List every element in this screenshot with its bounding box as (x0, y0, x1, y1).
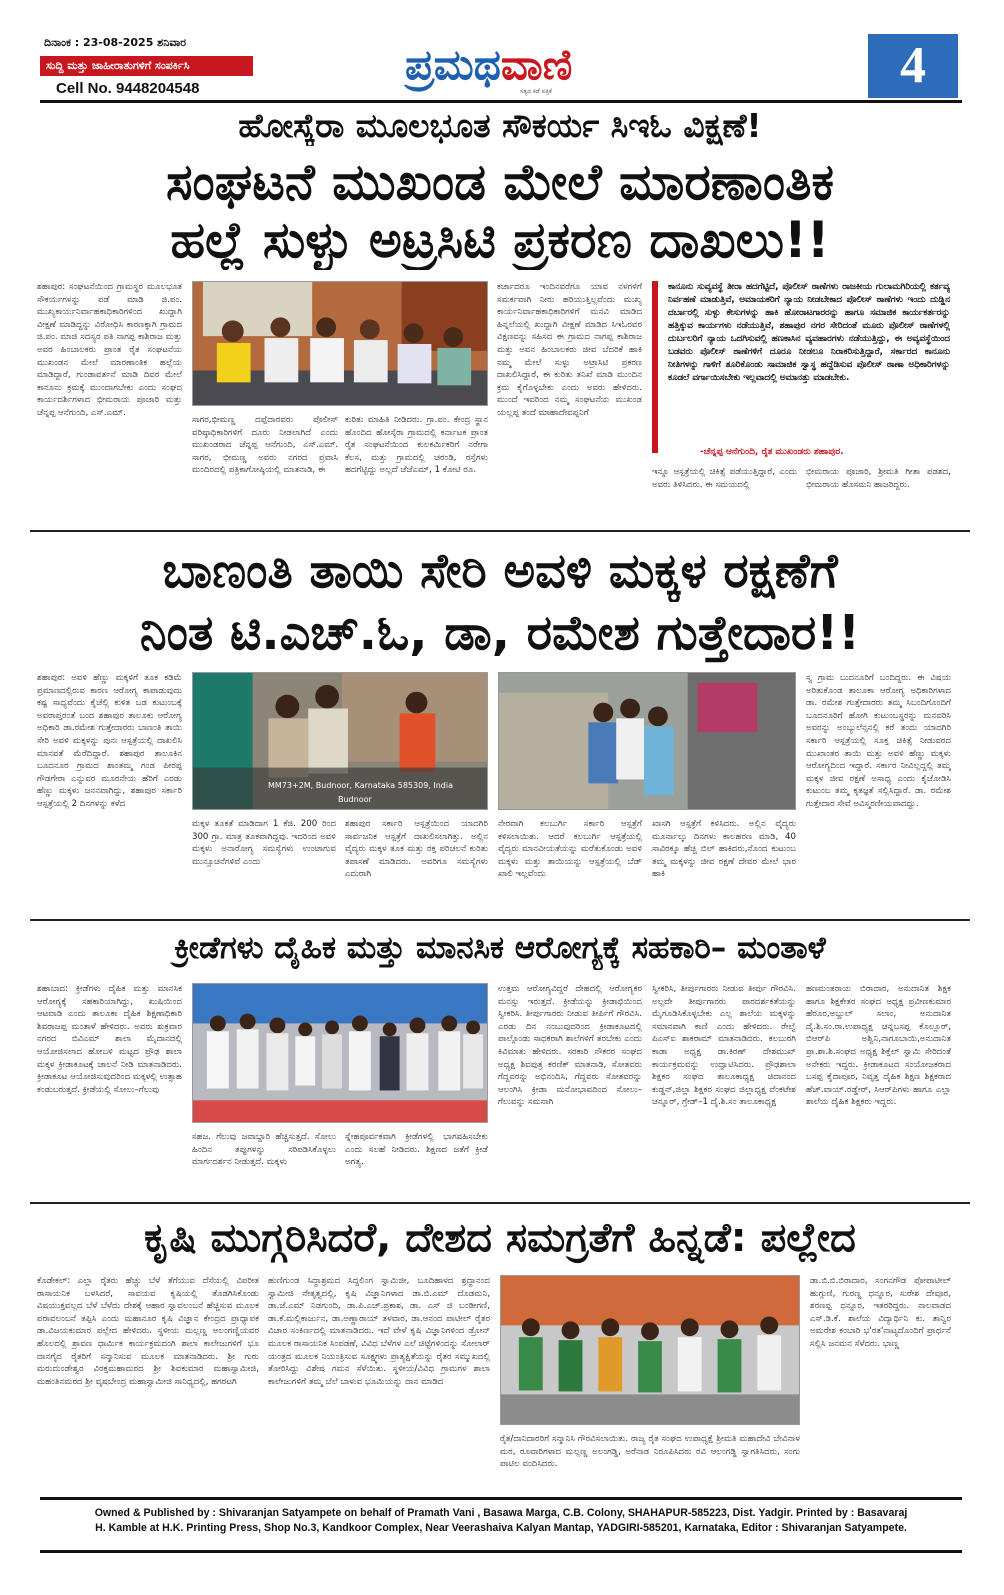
story1-headline-line2: ಹಲ್ಲೆ ಸುಳ್ಳು ಅಟ್ರಸಿಟಿ ಪ್ರಕರಣ ದಾಖಲು!! (170, 211, 830, 269)
story2-column-3: ಶಹಾಪುರ ಸರ್ಕಾರಿ ಆಸ್ಪತ್ರೆಯಿಂದ ಯಾದಗಿರಿ ಸಾರ್ವಜನಿಕ ಆಸ್ಪತ್ರೆಗೆ ದಾಖಲಿಸಲಾಗಿತ್ತು. ಅಲ್ಲಿನ ವೈದ್ಯರು ಮಕ್ಕಳ ತೂಕ ಮತ್ತು ರಕ್ತ ಪರಿಚಲನೆ ಕುರಿತು ತಪಾಸಣೆ ಮಾಡಿದರು. ಅವರಿಗೂ ಸಮಸ್ಯೆಗಳು ಎದುರಾಗಿ (345, 819, 488, 880)
story1-kicker: ಹೋಸ್ಕೆರಾ ಮೂಲಭೂತ ಸೌಕರ್ಯ ಸಿಇಓ ವಿಕ್ಷಣೆ! (238, 106, 762, 145)
section-rule-1 (30, 530, 970, 532)
page-number: 4 (868, 34, 958, 98)
story1-column-2: ಸಾಗರ,ಭೀಮಣ್ಣ ದಪ್ಪೆದಾರವರು ಪೊಲೀಸ್ ವರಿಷ್ಠಾಧಿಕಾರಿಗಳಿಗೆ ದೂರು ನೀಡಲಾಗಿದೆ ಎಂದು ಮುಖಂಡರಾದ ಚೆನ್ನಪ್ಪ ಆನೆಗುಂದಿ, ಎಸ್.ಎಮ್. ಸಾಗರ, ಭೀಮಣ್ಣ ಅವರು ನಗರದ ಪ್ರವಾಸಿ ಮಂದಿರದಲ್ಲಿ ಪತ್ರಿಕಾಗೋಷ್ಠಿಯಲ್ಲಿ ಮಾತನಾಡಿ, ಈ (192, 415, 338, 476)
logo-part-2: ವಾಣಿ (500, 40, 573, 89)
story3-sports-meet-photo (192, 983, 488, 1123)
story3-column-1: ಶಹಾಬಾದ: ಕ್ರೀಡೆಗಳು ದೈಹಿಕ ಮತ್ತು ಮಾನಸಿಕ ಆರೋಗ್ಯಕ್ಕೆ ಸಹಕಾರಿಯಾಗಿದ್ದು, ಖುಷಿಯಿಂದ ಆಟವಾಡಿ ಎಂದು ತಾಲೂಕಾ ದೈಹಿಕ ಶಿಕ್ಷಣಾಧಿಕಾರಿ ಶಿವರಾಜಪ್ಪ ಮಂತಾಳೆ ಹೇಳಿದರು. ಅವರು ಶುಕ್ರವಾರ ನಗರದ ಬಿವಿಎಮ್ ಶಾಲಾ ಮೈದಾನದಲ್ಲಿ ಆಯೋಜಿಸಲಾದ ಹೋಬಳಿ ಮಟ್ಟದ ಪ್ರೌಢ ಶಾಲಾ ಮಕ್ಕಳ ಕ್ರೀಡಾಕೂಟಕ್ಕೆ ಚಾಲನೆ ನೀಡಿ ಮಾತನಾಡಿದರು. ಕ್ರೀಡಾಕೂಟ ಆಯೋಜಿಸುವುದರಿಂದ ಮಕ್ಕಳಲ್ಲಿ ಉತ್ಸಾಹ ಕಂಡುಬರುತ್ತದೆ. ಕ್ರೀಡೆಯಲ್ಲಿ ಸೋಲು–ಗೆಲುವು (37, 984, 182, 1095)
story2-hospital-photo (192, 672, 488, 810)
story4-column-2: ಹುಣಿಗುಂಡ ಸಿದ್ಧಾಶ್ರಮದ ಸಿದ್ದಲಿಂಗ ಸ್ವಾಮಿಜೀ, ಬೂದಿಹಾಳದ ಶ್ರದ್ಧಾನಂದ ಸ್ವಾಮೀಜಿ ನೇತೃತ್ವದಲ್ಲಿ, ಕೃಷಿ ವಿಜ್ಞಾನಿಗಳಾದ ಡಾ.ಬಿ.ಎಮ್ ದೊಡಮನಿ, ಡಾ.ಜೆ.ಎಮ್ ನಿಡಗುಂದಿ, ಡಾ.ಪಿ.ಎಚ್.ಪ್ರಕಾಶ, ಡಾ. ಎಸ್ ಜಿ ಬಂಡೀಗಣಿ, ಡಾ.ಕೆ.ಮಲ್ಲಿಕಾರ್ಜುನ, ಡಾ.ಅಣ್ಣಾರಾಯ್ ತಳವಾರ, ಡಾ.ಆನಂದ ಪಾಟೀಲ್ ರೈತರ ವಿಚಾರ ಸಂಕಿರ್ಣದಲ್ಲಿ ಮಾತನಾಡಿದರು. ಇದೆ ವೇಳೆ ಕೃಷಿ ವಿಜ್ಞಾನಿಗಳಿಂದ ಡ್ರೋನ್ ಮೂಲಕ ರಾಸಾಯನಿಕ ಸಿಂಪಡಣೆ, ವಿವಿಧ ಬೆಳೆಗಳ ಎಲೆ ಚಿಟ್ಟೆಗಳಿಂದನ್ನು ಸೋಲಾರ್ ಯಂತ್ರದ ಮೂಲಕ ನಿಯಂತ್ರಿಸುವ ಸೂಕ್ಷ್ಮಗಳು ಪ್ರಾತ್ಯಕ್ಷಿತೆಯನ್ನು ರೈತರ ಸಮ್ಮುಖದಲ್ಲಿ ತೋರಿಸಿದ್ದು ವಿಶೇಷ ಗಮನ ಸೆಳೆಯಿತು. ಸ್ಥಳೀಯ/ವಿವಿಧ ಗ್ರಾಮಗಳ ಶಾಲಾ ಕಾಲೇಜುಗಳಿಗೆ ತಮ್ಮ ಬೆಲೆ ಬಾಳುವ ಭೂಮಿಯನ್ನು ದಾನ ಮಾಡಿದ (268, 1276, 490, 1387)
contact-strip: ಸುದ್ದಿ ಮತ್ತು ಜಾಹೀರಾತುಗಳಿಗೆ ಸಂಪರ್ಕಿಸಿ (40, 56, 253, 76)
story4-felicitation-photo (500, 1275, 800, 1425)
story2-column-5: ಖಾಸಗಿ ಆಸ್ಪತ್ರೆಗೆ ಕಳಿಸಿದರು. ಅಲ್ಲಿನ ವೈದ್ಯರು ಮೂರ್ನಾಲ್ಕು ದಿನಗಳು ಕಾಲಹರಣ ಮಾಡಿ, 40 ಸಾವಿರಕ್ಕೂ ಹೆಚ್ಚಿ ಬಿಲ್ ಹಾಕಿದರು,ನೊಂದ ಕುಟುಂಬ ತಮ್ಮ ಮಕ್ಕಳನ್ನು ಜೀವ ರಕ್ಷಣೆ ದೇವರ ಮೇಲೆ ಭಾರ ಹಾಕಿ (652, 819, 796, 880)
story1-column-3: ಕುರಿತು ಮಾಹಿತಿ ನೀಡಿದರು. ಗ್ರಾ.ಪಂ. ಕೇಂದ್ರ ಸ್ಥಾನ ಹೊಂದಿದ ಹೋಸ್ಕೆರಾ ಗ್ರಾಮದಲ್ಲಿ ಕರ್ನಾಟಕ ಪ್ರಾಂತ ರೈತ ಸಂಘಟನೆಯಿಂದ ಕುಲಕರ್ಮಿಕರಿಗೆ ನರೇಗಾ ಕೆಲಸ, ಮತ್ತು ಗ್ರಾಮದಲ್ಲಿ ಚರಂಡಿ, ರಸ್ತೆಗಳು ಹದಗೆಟ್ಟಿದ್ದು ಅಲ್ಲದೆ ಜೆಜೆಎಮ್, 1 ಕೋಟಿ ರೂ. (345, 415, 488, 476)
story2-column-6: ಸ್ವ ಗ್ರಾಮ ಬುದನೂರಿಗೆ ಬಂದಿದ್ದರು. ಈ ವಿಷಯ ಅರಿತುಕೊಂಡ ತಾಲೂಕಾ ಆರೋಗ್ಯ ಅಧಿಕಾರಿಗಳಾದ ಡಾ. ರಮೇಶ ಗುತ್ತೇದಾರರು ತಮ್ಮ ಸಿಬಂದಿಗೊಂದಿಗೆ ಬೂದನೂರಿಗೆ ಹೋಗಿ ಕುಟುಂಬಸ್ಥರನ್ನು ಮನವರಿಸಿ ಅವರನ್ನು ಅಂಬ್ಯುಲೆನ್ಸನಲ್ಲಿ ಕರೆ ತಂದು ಯಾದಗಿರಿ ಸರ್ಕಾರಿ ಆಸ್ಪತ್ರೆಯಲ್ಲಿ ಸೂಕ್ತ ಚಿಕಿತ್ಸೆ ನೀಡುವರದ ಮುಖಾಂತರ ತಾಯಿ ಮತ್ತು ಅವಳಿ ಹೆಣ್ಣು ಮಕ್ಕಳು ಆರೋಗ್ಯದಿಂದ ಇದ್ದಾರೆ. ಸರ್ಕಾರ ನೀವಿಲ್ಲದ್ದಲ್ಲಿ ತಮ್ಮ ಮಕ್ಕಳ ಜೀವ ರಕ್ಷಣೆ ಅಸಾಧ್ಯ ಎಂದು ಕೈಜೋಡಿಸಿ ಕುಟುಂಬ ತಮ್ಮ ಕೃತಜ್ಞತೆ ಸಲ್ಲಿಸಿದ್ದಾರೆ. ಡಾ. ರಮೇಶ ಗುತ್ತೇದಾರ ಸೇವೆ ಅವಿಸ್ಮರಣೀಯವಾದದ್ದು. (806, 673, 951, 809)
masthead-rule (40, 100, 962, 103)
story3-column-4: ಉತ್ತಮ ಆರೋಗ್ಯವಿದ್ದರೆ ದೇಹದಲ್ಲಿ ಆರೋಗ್ಯಕರ ಮನಸ್ಸು ಇರುತ್ತದೆ. ಕ್ರೀಡೆಯನ್ನು ಕ್ರೀಡಾಭಿಯಿಂದ ಸ್ವೀಕರಿಸಿ. ತೀರ್ಪುಗಾರರು ನೀಡುವ ತೀರ್ಪಿಗೆ ಗೌರವಿಸಿ. ಎರಡು ದಿನ ನಂಬುವುದರಿಂದ ಕ್ರೀಡಾಕೂಟದಲ್ಲಿ ಪಾಲ್ಗೊಂಡು ಸಾಧಕರಾಗಿ ಶಾಲೆಗಳಿಗೆ ತರಬೇಕು ಎಂದು ಕಿವಿಮಾತು ಹೇಳಿದರು. ಸರಕಾರಿ ನೌಕರರ ಸಂಘದ ಅಧ್ಯಕ್ಷ ಶಿವಪುತ್ರ ಕರಣಿಕ್ ಮಾತನಾಡಿ, ಸೋತವರು ಗೆದ್ದವರನ್ನು ಅಭಿನಂದಿಸಿ, ಗೆದ್ದವರು ಸೋತವರನ್ನು ಆಲಂಗಿಸಿ ಕ್ರೀಡಾ ಮನೋಭಾವದಿಂದ ಸೋಲು–ಗೆಲುವನ್ನು ಸಮನಾಗಿ (498, 984, 642, 1108)
story1-quote-box: ಕಾನೂನು ಸುವ್ಯವಸ್ಥೆ ತೀರಾ ಹದಗೆಟ್ಟಿದೆ, ಪೊಲೀಸ್ ಠಾಣೆಗಳು ರಾಜಕೀಯ ಗುಲಾಮಗಿರಿಯಲ್ಲಿ ಕರ್ತವ್ಯ ನಿರ್ವಹಣೆ ಮಾಡುತ್ತಿವೆ, ಅಮಾಯಕರಿಗೆ ನ್ಯಾಯ ನೀಡಬೇಕಾದ ಪೊಲೀಸ್ ಠಾಣೆಗಳು ಇಂದು ದುಡ್ಡಿನ ದರ್ಬಾರಲ್ಲಿ ಸುಳ್ಳು ಕೇಸುಗಳನ್ನು ಹಾಕಿ ಹೋರಾಟಗಾರರನ್ನು ಹಾಗೂ ಸಮಾಜಿಕ ಕಾರ್ಯಕರ್ತರನ್ನು ಹತ್ತಿಕ್ಕುವ ಕಾರ್ಯಗಳು ನಡೆಯುತ್ತಿವೆ, ಶಹಾಪುರ ನಗರ ಸೇರಿದಂತೆ ಮೂರು ಪೊಲೀಸ್ ಠಾಣೆಗಳಲ್ಲಿ ದುರ್ಬಲರಿಗೆ ನ್ಯಾಯ ಒದಗಿಸುವಲ್ಲಿ ಹಣಕಾಸಿನ ವ್ಯವಹಾರಗಳು ನಡೆಯುತ್ತಿದ್ದು, ಈ ಅವ್ಯವಸ್ಥೆಯಿಂದ ಬಡವರು ಪೊಲೀಸ್ ಠಾಣೆಗಳಿಗೆ ದೂರೂ ನೀಡಲೂ ನಿರಾಕರಿಸುತ್ತಿದ್ದಾರೆ, ಸರ್ಕಾರದ ಕಾನೂನು ನೀತಿಗಳನ್ನು ಗಾಳಿಗೆ ತೂರಿಕೊಂಡು ಸಾಮಾಜಿಕ ಸ್ವಾಸ್ಥ ಹದ್ದೆಡಿಸುವ ಪೊಲೀಸ್ ಠಾಣಾ ಅಧಿಕಾರಿಗಳನ್ನು ಕೂಡಲೆ ವರ್ಗಾಯಿಸಬೇಕು ಇಲ್ಲವಾದಲ್ಲಿ ಅಮಾನತ್ತು ಮಾಡಬೇಕು. (652, 281, 950, 453)
photo-place: Budnoor (338, 795, 372, 804)
story2-column-2: ಮಕ್ಕಳ ತೂಕತೆ ಮಾಡಿದಾಗ 1 ಕೆಜಿ. 200 ರಿಂದ 300 ಗ್ರಾ. ಮಾತ್ರ ತೂಕವಾಗಿದ್ದವು. ಇದರಿಂದ ಅವಳಿ ಮಕ್ಕಳು ಅನಾರೋಗ್ಯ ಸಮಸ್ಯೆಗಳು ಉಂಟಾಗುವ ಮುನ್ಸೂಚನೆಗಳಿವೆ ಎಂದು (192, 819, 336, 867)
story1-column-6: ಭೀಮರಾಯ ಪೂಜಾರಿ, ಶ್ರೀಮತಿ ಗೀತಾ ಪಡಶದ, ಭೀಮರಾಯ ಹೊಸಮನಿ ಹಾಜರಿದ್ದರು. (806, 467, 951, 490)
story3-column-3: ಸ್ನೇಹಪೂರ್ವಕವಾಗಿ ಕ್ರೀಡೆಗಳಲ್ಲಿ ಭಾಗವಹಿಸಬೇಕು ಎಂದು ಸಲಹೆ ನೀಡಿದರು. ಶಿಕ್ಷಣದ ಜತೆಗೆ ಕ್ರೀಡೆ ಅಗತ್ಯ. (345, 1132, 488, 1168)
story1-column-4: ಕರ್ಚಾದರೂ ಇಂದಿನವರೆಗೂ ಯಾವ ನಳಗಳಿಗೆ ಸಮರ್ಕವಾಗಿ ನೀರು ಹರಿಯುತ್ತಿಲ್ಲವೆಂದು ಮುಖ್ಯ ಕಾರ್ಯನಿರ್ವಾಹಕಾಧಿಕಾರಿಗಳಿಗೆ ಮನವಿ ಮಾಡಿದ ಹಿನ್ನಲೆಯಲ್ಲಿ ಖುದ್ದಾಗಿ ವೀಕ್ಷಣೆ ಮಾಡಿದ ಸಿಇಓರವರ ವಿಕ್ಷಣವನ್ನು ಸಹಿಸದ ಈ ಗ್ರಾಮದ ನಾಗಪ್ಪ ಕಾಶಿರಾಜ ಮತ್ತು ಅವನ ಹಿಂಬಾಲಕರು ಜೀವ ಬೆದರಿಕೆ ಹಾಕಿ ನಮ್ಮ ಮೇಲೆ ಸುಳ್ಳು ಅಟ್ರಾಸಿಟಿ ಪ್ರಕರಣ ದಾಖಲಿಸಿದ್ದಾರೆ, ಈ ಕುರಿತು ತನಿಖೆ ಮಾಡಿ ಮುಂದಿನ ಕ್ರಮ ಕೈಗೊಳ್ಳಬೇಕು ಎಂದು ಅವರು ಹೇಳಿದರು. ಮುಂದೆ ಇವರಿಂದ ನಮ್ಮ ಸಂಘಟನೆಯ ಮುಖಂಡ ಯಲ್ಲಪ್ಪ ತಂದೆ ಮಾಹಾದೇವಪ್ಪನಿಗೆ (497, 282, 642, 418)
story4-headline: ಕೃಷಿ ಮುಗ್ಗರಿಸಿದರೆ, ದೇಶದ ಸಮಗ್ರತೆಗೆ ಹಿನ್ನಡೆ: ಪಲ್ಲೇದ (144, 1215, 856, 1261)
story4-column-4: ಡಾ.ಬಿ.ಬಿ.ಬಿರಾದಾರ, ಸಂಗನಗೌಡ ಪೋಪಾಟೀಲ್ ಹುಗ್ಗುಣಿ, ಗುರಣ್ಣ ಧನ್ನೂರ, ಸುರೇಶ ದೇವೂರ, ಶರಣಪ್ಪ ಧನ್ನೂರ, ಇತರರಿದ್ದರು. ನಾಲವಾಡದ ಎಸ್.ಡಿ.ಕೆ. ಶಾಲೆಯ ವಿದ್ಯಾರ್ಥಿನಿ ಕು. ತಾನ್ವಿರ ಅಮರೇಶ ಕಂಬಾರಿ ಭ'ರತ'ನಾಟ್ಯದೊಂದಿಗೆ ಪ್ರಾರ್ಥನೆ ಸಲ್ಲಿಸಿ ಜನಮನ ಸೆಳೆದರು. ಭಾಣ್ಣ (810, 1276, 951, 1349)
story1-quote-signature: -ಚೆನ್ನಪ್ಪ ಆನೆಗುಂದಿ, ರೈತ ಮುಖಂಡರು ಶಹಾಪುರ. (700, 447, 844, 457)
newspaper-logo (405, 36, 665, 94)
logo-part-1: ಪ್ರಮಥ (405, 40, 501, 89)
story2-column-4: ನೇರವಾಗಿ ಕಲಬುರ್ಗಿ ಸರ್ಕಾರಿ ಆಸ್ಪತ್ರೆಗೆ ಕಳಿಸಲಾಯಿತು. ಆದರೆ ಕಲಬುರ್ಗಿ ಆಸ್ಪತ್ರೆಯಲ್ಲಿ ವೈದ್ಯರು ಮಾನವೀಯತೆಯನ್ನು ಮರೆತುಕೊಂಡು ಅವಳಿ ಮಕ್ಕಳು ಮತ್ತು ತಾಯಿಯನ್ನು ಆಸ್ಪತ್ರೆಯಲ್ಲಿ ಬೆಡ್ ಖಾಲಿ ಇಲ್ಲವೆಂದು (498, 819, 642, 880)
imprint-line-2: H. Kamble at H.K. Printing Press, Shop No.3, Kandkoor Complex, Near Veerashaiva Kalyan Mantap, YADGIRI-585201, Karnataka, Editor : Shivaranjan Satyampete. (95, 1522, 907, 1534)
story3-column-2: ಸಹಜ. ಗೆಲುವು ಜವಾಬ್ದಾರಿ ಹೆಚ್ಚಿಸುತ್ತದೆ. ಸೋಲು ಹಿಂದಿನ ತಪ್ಪುಗಳನ್ನು ಸರಿಪಡಿಸಿಕೊಳ್ಳಲು ಮಾರ್ಗದರ್ಶನ ನೀಡುತ್ತದೆ. ಮಕ್ಕಳು (192, 1132, 336, 1168)
logo-tagline: ಸತ್ಯದ ಕಡೆ ಪತ್ರಿಕೆ (520, 88, 552, 95)
story1-press-meet-photo (192, 281, 488, 406)
story4-column-3: ರೈತ/ದಾನಿದಾರರಿಗೆ ಸನ್ಮಾನಿಸಿ ಗೌರವಿಸಲಾಯಿತು. ರಾಜ್ಯ ರೈತ ಸಂಘದ ಉಪಾಧ್ಯಕ್ಷೆ ಶ್ರೀಮತಿ ಮಹಾದೇವಿ ಬೇವಿನಾಳ ಮಠ, ರೂವಾರಿಗಳಾದ ಮಲ್ಲಣ್ಣ ಅಲಂಗಡ್ಡಿ, ಅರೆನಾಡ ನಿರೂಪಿಸಿದರು ರವಿ ಆಲಂಗಡ್ಡಿ ಸ್ವಾಗತಿಸಿದರು, ಸಂಗು ಪಾಟಿಲ ವಂದಿಸಿದರು. (500, 1434, 800, 1470)
story1-column-5: ಇನ್ನೂ ಆಸ್ಪತ್ರೆಯಲ್ಲಿ ಚಿಕಿತ್ಸೆ ಪಡೆಯುತ್ತಿದ್ದಾರೆ, ಎಂದು ಅವರು ತಿಳಿಸಿದರು. ಈ ಸಮಯದಲ್ಲಿ (652, 467, 797, 490)
story1-column-1: ಶಹಾಪುರ: ಸಂಘಟನೆಯಿಂದ ಗ್ರಾಮಸ್ಥರ ಮೂಲಭೂತ ಸೌಕರ್ಯಗಳನ್ನು ಪಡೆ ಮಾಡಿ ಜಿ.ಪಂ. ಮುಖ್ಯಕಾರ್ಯನಿರ್ವಾಹಕಾಧಿಕಾರಿಗಳಿಂದ ಖುದ್ದಾಗಿ ವೀಕ್ಷಣೆ ಮಾಡಿದ್ದನ್ನು ವಿರೋಧಿಸಿ ಕಾರಣಕ್ಕಾಗಿ ಗ್ರಾಮದ ಜಿ.ಪಂ. ಮಾಜಿ ಸದಸ್ಯರ ಪತಿ ನಾಗಪ್ಪ ಕಾಶಿರಾಜ ಮತ್ತು ಅವರ ಹಿಂಬಾಲಕರು ಪ್ರಾಂತ ರೈತ ಸಂಘಟನೆಯ ಮುಖಂಡನ ಮೇಲೆ ಮಾರಣಾಂತಿಕ ಹಲ್ಲೆಯ ಮಾಡಿದ್ದಾರೆ, ಗುಂಡಾವರ್ತನೆ ಮಾಡಿ ದಿವರ ಮೇಲೆ ಕಾನೂನು ಕ್ರಮಕ್ಕೆ ಮುಂದಾಗಬೇಕು ಎಂದು ಸಂಘದ ಕಾರ್ಯದರ್ಶಿಗಳಾದ ಭೀಮರಾಯ ಪೂಜಾರಿ ಮತ್ತು ಚೆನ್ನಪ್ಪ ಆನೆಗುಂದಿ, ಎಸ್.ಎಮ್. (37, 282, 182, 418)
section-rule-3 (30, 1202, 970, 1204)
story2-village-visit-photo (498, 672, 796, 810)
story4-column-1: ಕೊಡೇಕಲ್: ಎಲ್ಲಾ ರೈತರು ಹೆಚ್ಚು ಬೆಳೆ ತೆಗೆಯುವ ದೆಸೆಯಲ್ಲಿ ವಿಪರೀತ ರಾಸಾಯನಿಕ ಬಳಸಿದರೆ, ಸಾವಯವ ಕೃಷಿಯಲ್ಲಿ ತೊಡಗಿಸಿಕೊಂಡು ವಿಷಯುಕ್ತವಲ್ಲದ ಬೆಳೆ ಬೆಳೆದು ದೇಶಕ್ಕೆ ಆಹಾರ ಸ್ವಾವಲಂಬನೆ ಹೆಚ್ಚಿಸುವ ಮೂಲಕ ಪರಾವಲಂಬನೆ ತಪ್ಪಿಸಿ ಎಂದು ಮಹಾನೂರ ಕೃಷಿ ವಿಜ್ಞಾನ ಕೇಂದ್ರದ ಪ್ರಾಧ್ಯಾಪಕ ಡಾ.ವಿಜಯಕುಮಾರ ಪಲ್ಲೇದ ಹೇಳಿದರು. ಸ್ಥಳೀಯ ಮಲ್ಲಣ್ಣ ಅಲಂಗಣ್ಣಿಯವರ ಹೊಲದಲ್ಲಿ ಶ್ರಾವಣ ಧಾರ್ಮಿಕ ಕಾರ್ಯಕ್ರಮದಂಗಿ ಶಾಲಾ ಕಾಲೇಜುಗಳಿಗೆ ಭೂ ದಾನಗೈದ ರೈತರಿಗೆ ಸನ್ಮಾನಿಸುವ ಮೂಲಕ ಮಾತನಾಡಿದರು. ಶ್ರೀ ಗುರು ಮರುದುಂಡೇಶ್ವರ ವಿರಕ್ತಮಹಾಮಠದ ಶ್ರೀ ಶಿವಕುಮಾರ ಮಹಾಸ್ವಾಮೀಜಿ, ಮಹಂತಿನಮಠದ ಶ್ರೀ ವೃಷಬೇಂದ್ರ ಮಹಾಸ್ವಾಮೀಜಿ ಸಾನಿಧ್ಯದಲ್ಲಿ, ಹಗರಟಗಿ (37, 1276, 259, 1387)
masthead (40, 34, 962, 100)
story2-column-1: ಶಹಾಪುರ: ಅವಳಿ ಹೆಣ್ಣು ಮಕ್ಕಳಿಗೆ ತೂಕ ಕಡಿಮೆ ಪ್ರಮಾಣದಲ್ಲಿರುವ ಕಾರಣ ಆರೋಗ್ಯ ಕಾಪಾಡುವುದು ಕಷ್ಟ ಸಾಧ್ಯವೆಂದು ಕೈಚೆಲ್ಲಿ ಕುಳಿತ ಬಡ ಕುಟುಂಬಕ್ಕೆ ಅವರಾಪ್ತರಂತೆ ಬಂದ ಶಹಾಪುರ ತಾಲೂಕು ಆರೋಗ್ಯ ಅಧಿಕಾರಿ ಡಾ.ರಮೇಶ ಗುತ್ತೇದಾರರು ಬಾಣಂತಿ ತಾಯಿ ಸೇರಿ ಅವಳಿ ಮಕ್ಕಳನ್ನು ಪುನಃ ಆಸ್ಪತ್ರೆಯಲ್ಲಿ ದಾಖಲಿಸಿ ಮಾನವತೆ ಮೆರೆದಿದ್ದಾರೆ. ಶಹಾಪುರ ತಾಲೂಕಿನ ಬೂದನೂರ ಗ್ರಾಮದ ಶಾಂತಮ್ಮ ಗಂಡ ಪೀರಪ್ಪ ಗೌಡಗೇರಾ ಎನ್ನುವರ ಮೂರನೇಯ ಹೆರಿಗೆ ಎರಡು ಹೆಣ್ಣು ಮಕ್ಕಳು ಜನನವಾಗಿದ್ದು, ಶಹಾಪುರ ಸರ್ಕಾರಿ ಆಸ್ಪತ್ರೆಯಲ್ಲಿ 2 ದಿನಗಳನ್ನು ಕಳೆದ (37, 673, 182, 809)
issue-date: ದಿನಾಂಕ : 23-08-2025 ಶನಿವಾರ (44, 36, 187, 49)
story2-headline-line1: ಬಾಣಂತಿ ತಾಯಿ ಸೇರಿ ಅವಳಿ ಮಕ್ಕಳ ರಕ್ಷಣೆಗೆ (162, 543, 838, 599)
cell-number: Cell No. 9448204548 (56, 80, 200, 97)
story1-headline-line1: ಸಂಘಟನೆ ಮುಖಂಡ ಮೇಲೆ ಮಾರಣಾಂತಿಕ (166, 153, 834, 211)
imprint-footer (40, 1497, 962, 1553)
story2-headline-line2: ನಿಂತ ಟಿ.ಎಚ್.ಓ, ಡಾ, ರಮೇಶ ಗುತ್ತೇದಾರ!! (139, 605, 861, 661)
imprint-line-1: Owned & Published by : Shivaranjan Satyampete on behalf of Pramath Vani , Basawa Marga, C.B. Colony, SHAHAPUR-585223, Dist. Yadgir. Printed by : Basavaraj (94, 1507, 908, 1519)
section-rule-2 (30, 919, 970, 921)
story3-headline: ಕ್ರೀಡೆಗಳು ದೈಹಿಕ ಮತ್ತು ಮಾನಸಿಕ ಆರೋಗ್ಯಕ್ಕೆ ಸಹಕಾರಿ– ಮಂತಾಳೆ (174, 930, 826, 966)
photo-geotag: MM73+2M, Budnoor, Karnataka 585309, India (268, 781, 453, 790)
story3-column-6: ಹಣಮಂತರಾಯ ಬಿರಾದಾರ, ಅನುದಾನಿತ ಶಿಕ್ಷಕ ಹಾಗೂ ಶಿಕ್ಷಕೇತರ ಸಂಘದ ಅಧ್ಯಕ್ಷ ಪ್ರವೀಣಕುಮಾರ ಹೆರೂರ,ಅಬ್ದುಲ್ ಸಲಾಂ, ಅನುದಾನಿತ ದೈ.ಶಿ.ಸಂ.ರಾ.ಉಪಾಧ್ಯಕ್ಷ ಚನ್ನಬಸಪ್ಪ ಕೊಲ್ಲೂರ್, ಬಿಆರ್‌ಪಿ ಅಶ್ವಿನಿ,ನಾಗೂಬಾಯಿ,ಅನುದಾನಿತ ಪ್ರಾ.ಶಾ.ಶಿ.ಸಂಘದ ಅಧ್ಯಕ್ಷ ಶಿಕ್ತೆಲ್ ಸ್ವಾಮಿ ಸೇರಿದಂತೆ ಅನೇಕರು ಇದ್ದರು. ಕ್ರೀಡಾಕೂಟದ ಸಂಯೋಜಕರಾದ ಬಸಪ್ಪ ಕೈದಾಪೂರ, ನಿವೃತ್ತ ದೈಹಿಕ ಶಿಕ್ಷಣ ಶಿಕ್ಷಕರಾದ ಹೆಚ್.ವಾಯ್.ರಡ್ಡೇರ್, ಸಿಆರ್‌ಪಿಗಳು ಹಾಗೂ ಎಲ್ಲಾ ಶಾಲೆಯ ದೈಹಿಕ ಶಿಕ್ಷಕರು ಇದ್ದರು. (806, 984, 951, 1108)
story3-column-5: ಸ್ವೀಕರಿಸಿ, ತೀರ್ಪುಗಾರರು ನೀಡುವ ತೀರ್ಪು ಗೌರವಿಸಿ. ಅಲ್ಲದೇ ತೀರ್ಪುಗಾರರು ಪಾರದರ್ಶಕತೆಯನ್ನು ಮೈಗೂಡಿಸಿಕೊಳ್ಳಬೇಕು ಎಲ್ಲ ಶಾಲೆಯ ಮಕ್ಕಳನ್ನು ಸಮಾನವಾಗಿ ಕಾಣಿ ಎಂದು ಹೇಳಿದರು. ರೇಲ್ವೆ ಪಿಎಸ್ಐ ಶಾಕರಾಮ್ ಮಾತನಾಡಿದರು. ಕಲಬುರಗಿ ಕಾಡಾ ಅಧ್ಯಕ್ಷ ಡಾ.ಕಿರಣ್ ದೇಶಮುಖ್ ಕಾರ್ಯಕ್ರಮವನ್ನು ಉದ್ಘಾಟಿಸಿದರು. ಪ್ರೌಢಶಾಲಾ ಶಿಕ್ಷಕರ ಸಂಘದ ತಾಲೂಕಾಧ್ಯಕ್ಷ ಚಿದಾನಂದ ಕುಡ್ಡನ್,ಜಿಲ್ಲಾ ಶಿಕ್ಷಕರ ಸಂಘದ ಜಿಲ್ಲಾಧ್ಯಕ್ಷ ವೆಂಕಟೇಶ ಚನ್ನೂರ್, ಗ್ರೇಡ್–1 ದೈ.ಶಿ.ಸಂ ತಾಲೂಕಾಧ್ಯಕ್ಷ (652, 984, 796, 1108)
